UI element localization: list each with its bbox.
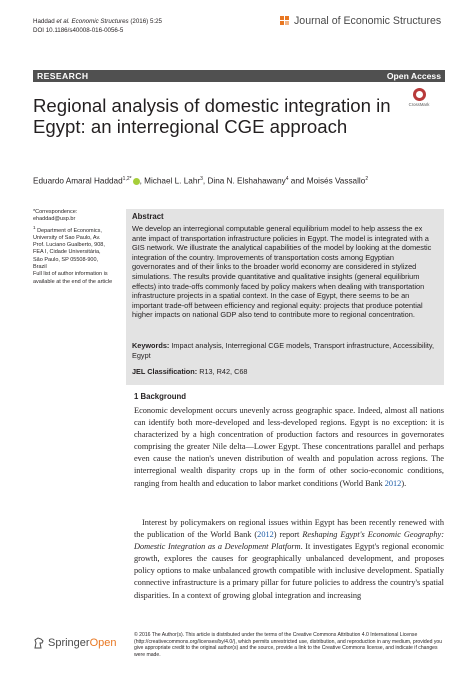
- author-separator: ,: [139, 176, 145, 186]
- abstract-text: We develop an interregional computable general equilibrium model to help assess the ex ante impact of transportation infrastructure policies in Egypt. The model is integrated with a GIS network. We illustrate the analytical capabilities of the model by looking at the domestic integration of the country. Improvements of transportation costs among Egyptian governorates and of their links to the broader world economy are considered in stylized simulations. The results provide quantitative and qualitative insights (general equilibrium effects) into trade-offs commonly faced by policy makers when dealing with transportation infrastructure projects in a spatial context. In the case of Egypt, there seems to be an important trade-off between efficiency and regional equity: projects that produce potential higher impacts on national GDP also tend to contribute more to regional concentration.: [132, 224, 432, 320]
- citation-link[interactable]: 2012: [257, 530, 274, 540]
- paragraph-text: Interest by policymakers on regional issues within Egypt has been recently renewed with the publication of the World Bank (: [134, 518, 444, 540]
- abstract-box: [126, 209, 444, 385]
- author-affiliation-sup: 2: [365, 176, 369, 182]
- author-separator: ,: [202, 176, 208, 186]
- publisher-logo[interactable]: [33, 637, 117, 649]
- author-affiliation-sup: 1,2*: [122, 176, 132, 182]
- affiliation-line: FEA I, Cidade Universitária,: [33, 249, 101, 256]
- crossmark-badge[interactable]: [402, 88, 436, 107]
- affiliation-line: Prof. Luciano Gualberto, 908,: [33, 242, 105, 249]
- correspondence-email[interactable]: ehaddad@usp.br: [33, 216, 76, 223]
- paragraph-text: ).: [401, 478, 407, 488]
- springer-horse-icon: [33, 637, 45, 649]
- affiliation-text: Department of Economics,: [37, 227, 102, 234]
- publisher-name-suffix: Open: [89, 637, 117, 649]
- section-heading: 1 Background: [134, 392, 186, 401]
- abstract-heading: Abstract: [132, 212, 164, 221]
- doi-line[interactable]: DOI 10.1186/s40008-016-0056-5: [33, 26, 124, 34]
- author-name[interactable]: Moisés Vassallo: [306, 176, 366, 186]
- author-affiliation-sup: 3: [200, 176, 203, 182]
- journal-logo[interactable]: [280, 15, 441, 27]
- article-title: Regional analysis of domestic integration in Egypt: an interregional CGE approach: [33, 95, 391, 137]
- citation-prefix: Haddad: [33, 18, 57, 25]
- citation-header: [33, 18, 162, 35]
- author-separator: and: [288, 176, 307, 186]
- journal-logo-icon: [280, 16, 290, 26]
- jel-classification: [132, 367, 438, 377]
- correspondence-label: *Correspondence:: [33, 209, 78, 215]
- correspondence-sidebar: [33, 209, 118, 286]
- research-label: RESEARCH: [37, 71, 89, 81]
- report-title: Reshaping Egypt's Economic Geography: Domestic Integration as a Development Platform: [134, 530, 444, 552]
- paragraph-text: ) report: [273, 530, 303, 540]
- publisher-name-main: Springer: [48, 637, 90, 649]
- keywords-value: Impact analysis, Interregional CGE models, Transport infrastructure, Accessibility, Egypt: [132, 341, 434, 360]
- body-paragraph: [134, 405, 444, 490]
- affiliation-line: Brazil: [33, 263, 47, 270]
- citation-suffix: (2016) 5:25: [128, 18, 162, 25]
- body-paragraph: [134, 517, 444, 602]
- article-type-banner: [33, 70, 445, 82]
- full-author-info-note: Full list of author information is available at the end of the article: [33, 271, 113, 285]
- author-affiliation-sup: 4: [285, 176, 289, 182]
- paragraph-text: . It investigates Egypt's regional economic growth, explores the causes for geographically unbalanced development, and proposes policy options to make unbalanced growth compatible with inclusive development. Spatially connective infrastructure is a primary pillar for future policies to address the country's spatial disparities. In a context of growing global integration and increasing: [134, 542, 444, 600]
- author-name[interactable]: Dina N. Elshahawany: [207, 176, 286, 186]
- affiliation-line: São Paulo, SP 05508-900,: [33, 256, 99, 263]
- affiliation-line: University of Sao Paulo, Av.: [33, 234, 101, 241]
- journal-name: Journal of Economic Structures: [294, 15, 442, 27]
- jel-value: R13, R42, C68: [199, 367, 248, 376]
- author-list: [33, 176, 368, 186]
- journal-citation-line: [33, 18, 162, 27]
- citation-italic: et al. Economic Structures: [56, 18, 129, 25]
- affiliation-line: [33, 224, 118, 235]
- keywords: [132, 341, 438, 360]
- orcid-icon[interactable]: [133, 178, 140, 185]
- paragraph-text: Economic development occurs unevenly across geographic space. Indeed, almost all nations can identify both more-developed and less-developed regions. Egypt is no exception: it is characterized by a high concentration of production factors and resources in governorates comprising the greater Nile delta—Lower Egypt. These concentrations parallel and perhaps even cause the nation's uneven distribution of wealth and population across regions. The interregional wealth disparity crops up in the form of other socio-economic conditions, ranging from health and education to labor market conditions (World Bank: [134, 406, 444, 488]
- keywords-label: Keywords:: [132, 341, 170, 350]
- license-notice: © 2016 The Author(s). This article is distributed under the terms of the Creative Commons Attribution 4.0 International License (http://creativecommons.org/licenses/by/4.0/), which permits unrestricted use, distribution, and reproduction in any medium, provided you give appropriate credit to the original author(s) and the source, provide a link to the Creative Commons license, and indicate if changes were made.: [134, 632, 443, 658]
- jel-label: JEL Classification:: [132, 367, 198, 376]
- open-access-label: Open Access: [386, 71, 441, 81]
- author-name[interactable]: Eduardo Amaral Haddad: [33, 176, 123, 186]
- publisher-name: [48, 637, 117, 649]
- affiliation-sup: 1: [33, 224, 36, 230]
- citation-link[interactable]: 2012: [384, 478, 402, 488]
- crossmark-icon: [413, 88, 426, 101]
- crossmark-label: CrossMark: [408, 102, 430, 107]
- author-name[interactable]: Michael L. Lahr: [144, 176, 201, 186]
